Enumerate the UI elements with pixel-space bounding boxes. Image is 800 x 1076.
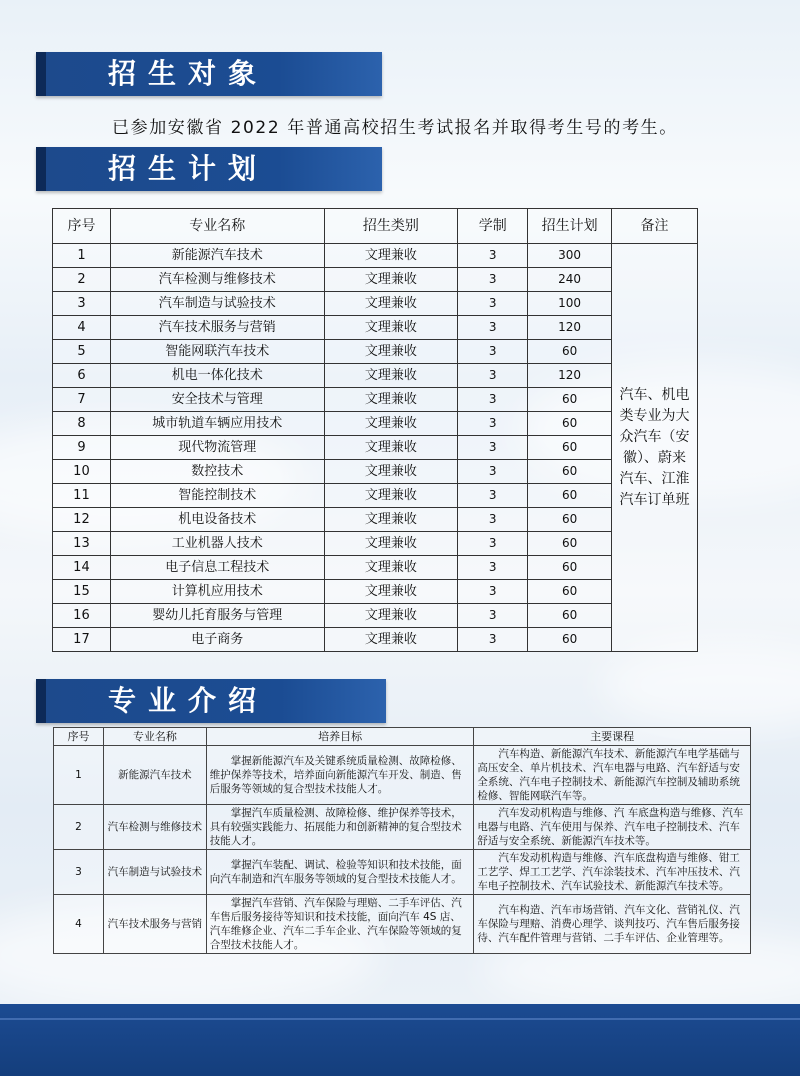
row-duration: 3 <box>458 580 528 604</box>
row-index: 4 <box>53 316 111 340</box>
header-quota: 招生计划 <box>528 209 612 244</box>
row-quota: 100 <box>528 292 612 316</box>
row-courses: 汽车构造、新能源汽车技术、新能源汽车电学基础与高压安全、单片机技术、汽车电器与电路、汽车舒适与安全系统、汽车电子控制技术、新能源汽车控制及辅助系统检修、智能网联汽车等。 <box>474 746 751 805</box>
row-quota: 60 <box>528 508 612 532</box>
row-index: 3 <box>54 850 104 895</box>
row-index: 4 <box>54 895 104 954</box>
row-duration: 3 <box>458 484 528 508</box>
row-major: 汽车检测与维修技术 <box>110 268 324 292</box>
row-index: 1 <box>54 746 104 805</box>
header-duration: 学制 <box>458 209 528 244</box>
table-row <box>53 580 698 604</box>
row-courses: 汽车发动机构造与维修、汽 车底盘构造与维修、汽车电器与电路、汽车使用与保养、汽车电子控制技术、汽车舒适与安全系统、新能源汽车技术等。 <box>474 805 751 850</box>
row-quota: 240 <box>528 268 612 292</box>
row-quota: 300 <box>528 244 612 268</box>
row-category: 文理兼收 <box>324 484 458 508</box>
row-duration: 3 <box>458 292 528 316</box>
row-major: 城市轨道车辆应用技术 <box>110 412 324 436</box>
section-banner-target <box>36 52 382 96</box>
row-category: 文理兼收 <box>324 364 458 388</box>
row-category: 文理兼收 <box>324 628 458 652</box>
row-index: 17 <box>53 628 111 652</box>
row-quota: 120 <box>528 316 612 340</box>
table-row <box>53 508 698 532</box>
row-courses: 汽车发动机构造与维修、汽车底盘构造与维修、钳工工艺学、焊工工艺学、汽车涂装技术、汽车冲压技术、汽车电子控制技术、汽车试验技术、新能源汽车技术等。 <box>474 850 751 895</box>
row-index: 16 <box>53 604 111 628</box>
major-intro-table <box>53 727 751 954</box>
header-major: 专业名称 <box>110 209 324 244</box>
row-quota: 60 <box>528 580 612 604</box>
row-duration: 3 <box>458 532 528 556</box>
row-category: 文理兼收 <box>324 532 458 556</box>
row-goal: 掌握汽车装配、调试、检验等知识和技术技能，面向汽车制造和汽车服务等领域的复合型技术技能人才。 <box>206 850 474 895</box>
table-row <box>53 412 698 436</box>
row-goal: 掌握汽车质量检测、故障检修、维护保养等技术，具有较强实践能力、拓展能力和创新精神的复合型技术技能人才。 <box>206 805 474 850</box>
row-category: 文理兼收 <box>324 412 458 436</box>
row-category: 文理兼收 <box>324 388 458 412</box>
row-category: 文理兼收 <box>324 580 458 604</box>
section-banner-plan <box>36 147 382 191</box>
enrollment-plan-table <box>52 208 698 652</box>
table-row <box>53 436 698 460</box>
row-duration: 3 <box>458 604 528 628</box>
row-duration: 3 <box>458 628 528 652</box>
row-quota: 60 <box>528 412 612 436</box>
banner-tab <box>36 679 46 723</box>
table-row <box>53 484 698 508</box>
table-row <box>53 268 698 292</box>
row-duration: 3 <box>458 460 528 484</box>
row-major: 婴幼儿托育服务与管理 <box>110 604 324 628</box>
row-major: 新能源汽车技术 <box>110 244 324 268</box>
section-title-plan: 招生计划 <box>108 152 269 185</box>
header-category: 招生类别 <box>324 209 458 244</box>
row-index: 8 <box>53 412 111 436</box>
row-duration: 3 <box>458 412 528 436</box>
row-major: 机电设备技术 <box>110 508 324 532</box>
banner-tab <box>36 147 46 191</box>
row-index: 7 <box>53 388 111 412</box>
row-index: 6 <box>53 364 111 388</box>
row-quota: 60 <box>528 628 612 652</box>
row-category: 文理兼收 <box>324 508 458 532</box>
row-category: 文理兼收 <box>324 460 458 484</box>
row-category: 文理兼收 <box>324 268 458 292</box>
row-major: 数控技术 <box>110 460 324 484</box>
row-major: 汽车技术服务与营销 <box>103 895 206 954</box>
header-goal: 培养目标 <box>206 728 474 746</box>
table-row <box>53 556 698 580</box>
row-major: 机电一体化技术 <box>110 364 324 388</box>
table-row <box>53 244 698 268</box>
row-major: 工业机器人技术 <box>110 532 324 556</box>
row-quota: 120 <box>528 364 612 388</box>
row-duration: 3 <box>458 556 528 580</box>
row-duration: 3 <box>458 340 528 364</box>
row-major: 智能网联汽车技术 <box>110 340 324 364</box>
header-major: 专业名称 <box>103 728 206 746</box>
row-duration: 3 <box>458 268 528 292</box>
row-major: 新能源汽车技术 <box>103 746 206 805</box>
row-major: 计算机应用技术 <box>110 580 324 604</box>
row-goal: 掌握新能源汽车及关键系统质量检测、故障检修、维护保养等技术，培养面向新能源汽车开发、制造、售后服务等领域的复合型技术技能人才。 <box>206 746 474 805</box>
table-row <box>54 895 751 954</box>
row-duration: 3 <box>458 508 528 532</box>
row-duration: 3 <box>458 388 528 412</box>
table-row <box>53 460 698 484</box>
row-category: 文理兼收 <box>324 556 458 580</box>
row-duration: 3 <box>458 364 528 388</box>
banner-tab <box>36 52 46 96</box>
row-major: 安全技术与管理 <box>110 388 324 412</box>
row-quota: 60 <box>528 436 612 460</box>
row-major: 汽车技术服务与营销 <box>110 316 324 340</box>
row-index: 13 <box>53 532 111 556</box>
row-courses: 汽车构造、汽车市场营销、汽车文化、营销礼仪、汽车保险与理赔、消费心理学、谈判技巧、汽车售后服务接待、汽车配件管理与营销、二手车评估、企业管理等。 <box>474 895 751 954</box>
row-index: 2 <box>54 805 104 850</box>
table-row <box>53 316 698 340</box>
table-row <box>54 805 751 850</box>
row-note: 汽车、机电类专业为大众汽车（安徽）、蔚来汽车、江淮汽车订单班 <box>612 244 698 652</box>
row-duration: 3 <box>458 436 528 460</box>
row-index: 15 <box>53 580 111 604</box>
table-row <box>54 746 751 805</box>
row-category: 文理兼收 <box>324 244 458 268</box>
row-category: 文理兼收 <box>324 316 458 340</box>
row-index: 5 <box>53 340 111 364</box>
section-title-majors: 专业介绍 <box>108 684 269 717</box>
header-index: 序号 <box>53 209 111 244</box>
row-quota: 60 <box>528 556 612 580</box>
row-major: 现代物流管理 <box>110 436 324 460</box>
row-major: 汽车检测与维修技术 <box>103 805 206 850</box>
row-index: 9 <box>53 436 111 460</box>
header-courses: 主要课程 <box>474 728 751 746</box>
table-row <box>53 364 698 388</box>
row-major: 汽车制造与试验技术 <box>103 850 206 895</box>
target-description: 已参加安徽省 2022 年普通高校招生考试报名并取得考生号的考生。 <box>112 118 678 138</box>
footer-divider <box>0 1018 800 1020</box>
row-quota: 60 <box>528 340 612 364</box>
row-duration: 3 <box>458 244 528 268</box>
footer-band <box>0 1004 800 1076</box>
table-header-row <box>53 209 698 244</box>
row-index: 11 <box>53 484 111 508</box>
row-major: 汽车制造与试验技术 <box>110 292 324 316</box>
table-row <box>54 850 751 895</box>
row-quota: 60 <box>528 388 612 412</box>
row-index: 1 <box>53 244 111 268</box>
row-index: 3 <box>53 292 111 316</box>
row-category: 文理兼收 <box>324 292 458 316</box>
row-index: 2 <box>53 268 111 292</box>
row-duration: 3 <box>458 316 528 340</box>
row-category: 文理兼收 <box>324 604 458 628</box>
table-row <box>53 532 698 556</box>
row-quota: 60 <box>528 604 612 628</box>
row-quota: 60 <box>528 484 612 508</box>
table-row <box>53 340 698 364</box>
row-index: 12 <box>53 508 111 532</box>
row-quota: 60 <box>528 532 612 556</box>
table-row <box>53 628 698 652</box>
header-note: 备注 <box>612 209 698 244</box>
section-title-target: 招生对象 <box>108 57 269 90</box>
table-row <box>53 388 698 412</box>
header-index: 序号 <box>54 728 104 746</box>
row-index: 10 <box>53 460 111 484</box>
row-category: 文理兼收 <box>324 436 458 460</box>
row-major: 电子信息工程技术 <box>110 556 324 580</box>
row-category: 文理兼收 <box>324 340 458 364</box>
table-header-row <box>54 728 751 746</box>
table-row <box>53 292 698 316</box>
row-major: 智能控制技术 <box>110 484 324 508</box>
row-goal: 掌握汽车营销、汽车保险与理赔、二手车评估、汽车售后服务接待等知识和技术技能，面向汽车 4S 店、汽车维修企业、汽车二手车企业、汽车保险等领域的复合型技术技能人才。 <box>206 895 474 954</box>
row-major: 电子商务 <box>110 628 324 652</box>
row-index: 14 <box>53 556 111 580</box>
section-banner-majors <box>36 679 386 723</box>
row-quota: 60 <box>528 460 612 484</box>
table-row <box>53 604 698 628</box>
